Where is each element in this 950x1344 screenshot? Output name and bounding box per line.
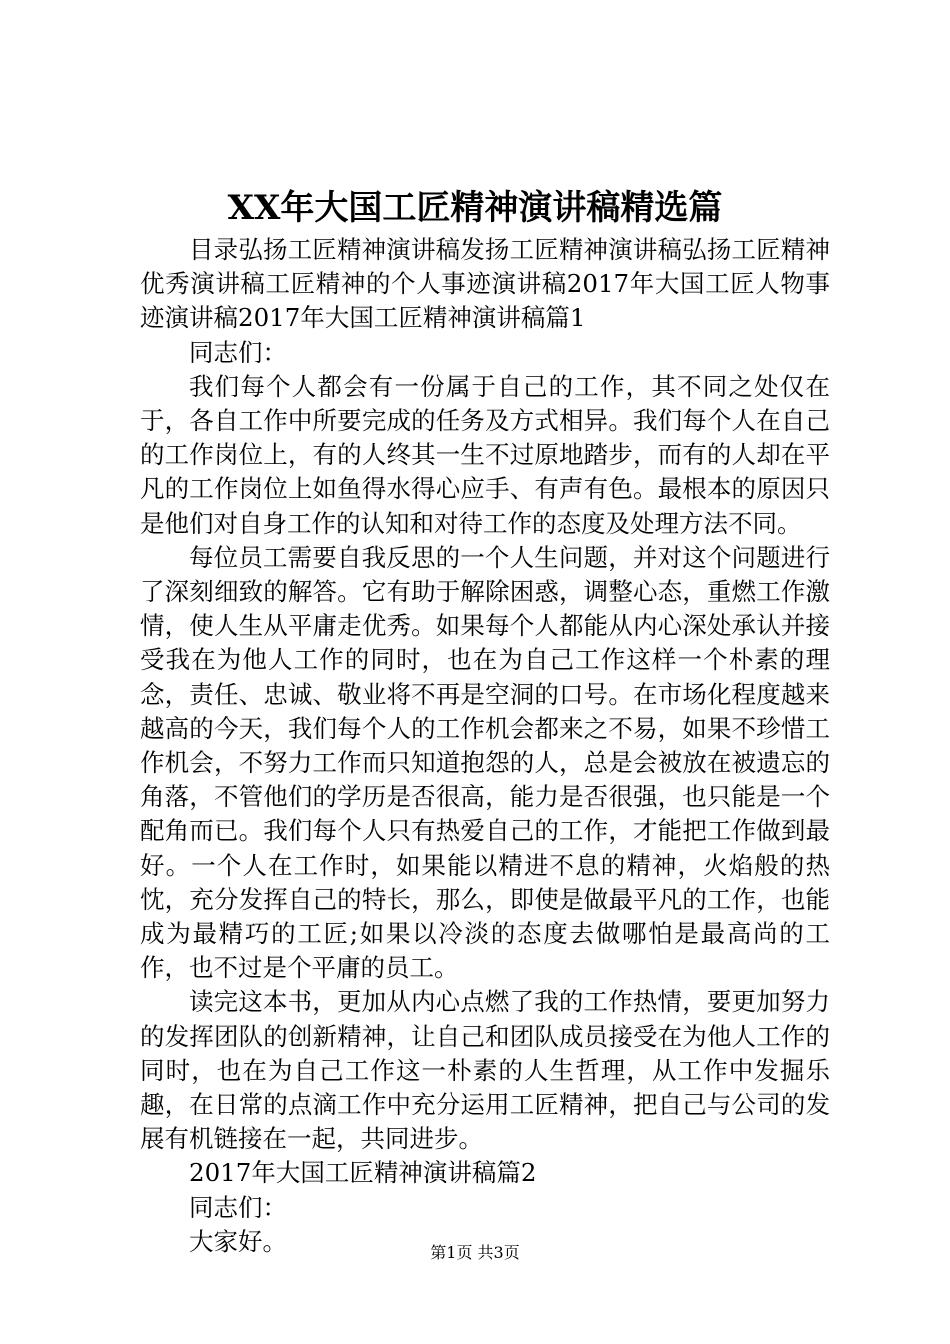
document-body: [140, 233, 830, 1259]
document-title: XX年大国工匠精神演讲稿精选篇: [227, 188, 723, 228]
paragraph-self-reflection: 每位员工需要自我反思的一个人生问题，并对这个问题进行了深刻细致的解答。它有助于解除困惑，调整心态，重燃工作激情，使人生从平庸走优秀。如果每个人都能从内心深处承认并接受我在为他人工作的同时，也在为自己工作这样一个朴素的理念，责任、忠诚、敬业将不再是空洞的口号。在市场化程度越来越高的今天，我们每个人的工作机会都来之不易，如果不珍惜工作机会，不努力工作而只知道抱怨的人，总是会被放在被遗忘的角落，不管他们的学历是否很高，能力是否很强，也只能是一个配角而已。我们每个人只有热爱自己的工作，才能把工作做到最好。一个人在工作时，如果能以精进不息的精神，火焰般的热忱，充分发挥自己的特长，那么，即使是做最平凡的工作，也能成为最精巧的工匠;如果以冷淡的态度去做哪怕是最高尚的工作，也不过是个平庸的员工。: [140, 542, 830, 983]
section-heading-part-2: 2017年大国工匠精神演讲稿篇2: [189, 1158, 537, 1188]
paragraph-contents: 目录弘扬工匠精神演讲稿发扬工匠精神演讲稿弘扬工匠精神优秀演讲稿工匠精神的个人事迹演讲稿2017年大国工匠人物事迹演讲稿2017年大国工匠精神演讲稿篇1: [140, 235, 830, 333]
paragraph-work-attitude: 我们每个人都会有一份属于自己的工作，其不同之处仅在于，各自工作中所要完成的任务及方式相异。我们每个人在自己的工作岗位上，有的人终其一生不过原地踏步，而有的人却在平凡的工作岗位上如鱼得水得心应手、有声有色。最根本的原因只是他们对自身工作的认知和对待工作的态度及处理方法不同。: [140, 371, 830, 538]
paragraph-salutation: 同志们：: [189, 337, 287, 367]
paragraph-after-reading: 读完这本书，更加从内心点燃了我的工作热情，要更加努力的发挥团队的创新精神，让自己和团队成员接受在为他人工作的同时，也在为自己工作这一朴素的人生哲理，从工作中发掘乐趣，在日常的点滴工作中充分运用工匠精神，把自己与公司的发展有机链接在一起，共同进步。: [140, 987, 830, 1154]
paragraph-greeting: 大家好。: [189, 1226, 287, 1256]
page-number-footer: 第1页 共3页: [430, 1243, 520, 1262]
paragraph-salutation-2: 同志们：: [189, 1192, 287, 1222]
